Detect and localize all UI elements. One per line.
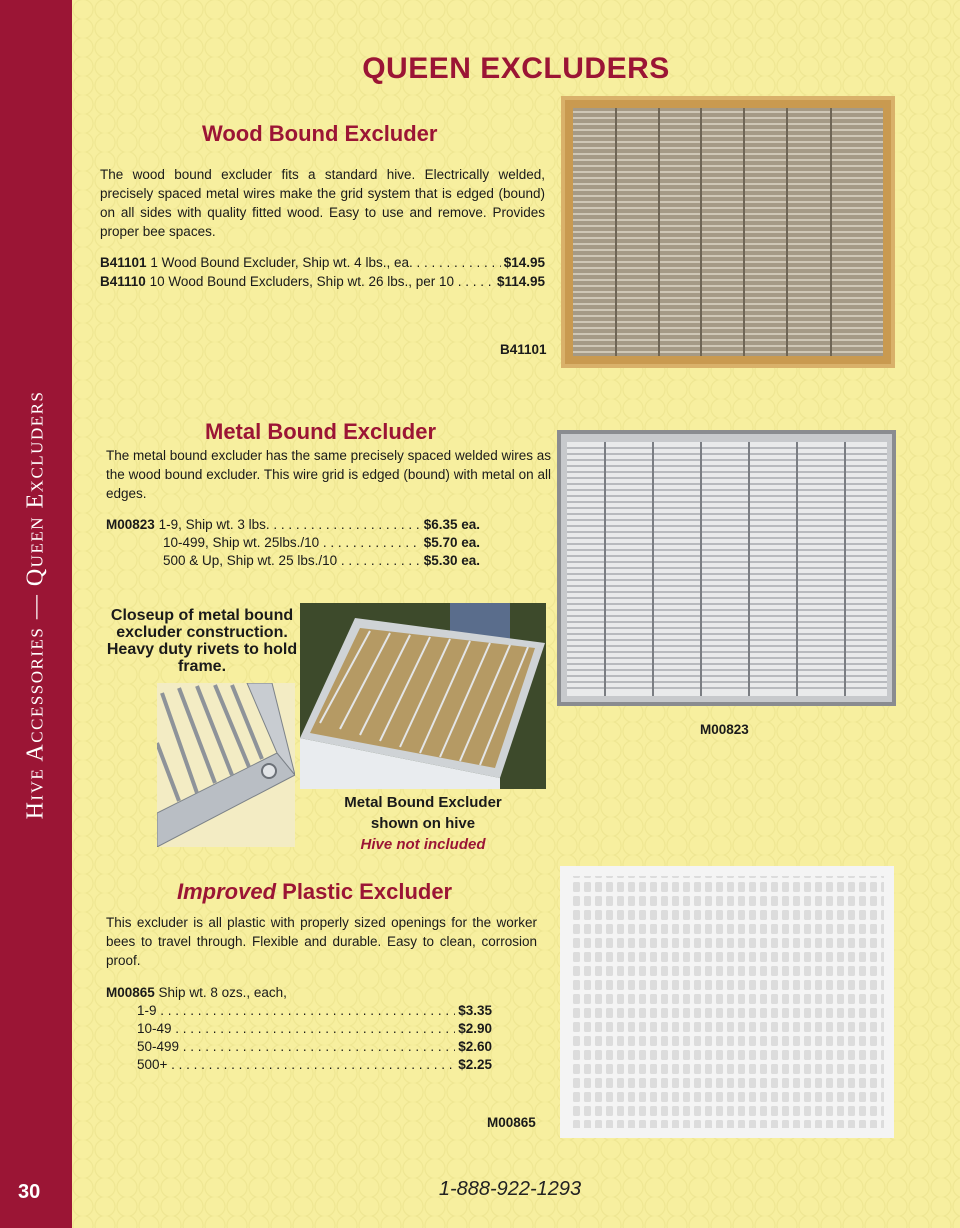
price: $14.95 [503, 255, 545, 270]
price: $3.35 [458, 1003, 492, 1018]
metal-section-title: Metal Bound Excluder [205, 419, 437, 444]
item-text: 500 & Up, Ship wt. 25 lbs./10 . . . [163, 551, 421, 570]
page-title: QUEEN EXCLUDERS [362, 52, 670, 85]
price-row [163, 551, 480, 570]
price-row [137, 1055, 492, 1074]
sku: B41110 [100, 274, 146, 289]
qty: 50-499 . . . [137, 1037, 455, 1056]
price-row [100, 272, 545, 291]
page-number: 30 [18, 1181, 41, 1203]
wood-description: The wood bound excluder fits a standard hive. Electrically welded, precisely spaced metal wires make the grid system that is edged (bound) on all sides with quality fitted wood. Easy to use and remove. Provides proper bee spaces. [100, 167, 545, 239]
price: $2.60 [458, 1039, 492, 1054]
qty: 10-49 . . . [137, 1019, 455, 1038]
price: $5.70 ea. [423, 535, 480, 550]
wood-section-title: Wood Bound Excluder [202, 121, 438, 146]
plastic-sku-line [106, 983, 406, 1002]
hive-caption [304, 793, 542, 854]
price: $114.95 [496, 274, 545, 289]
sku: B41101 [100, 255, 147, 270]
price: $2.25 [458, 1057, 492, 1072]
price-row [100, 253, 545, 272]
hive-caption-line2: shown on hive [370, 815, 476, 832]
hive-photo [300, 603, 546, 789]
price: $2.90 [458, 1021, 492, 1036]
plastic-title-emphasis: Improved [177, 879, 277, 904]
price-row [137, 1019, 492, 1038]
price: $6.35 ea. [423, 517, 480, 532]
item-text: 10 Wood Bound Excluders, Ship wt. 26 lbs., per 10 [149, 274, 455, 289]
plastic-section-title [177, 879, 452, 905]
qty: 500+ . . . [137, 1055, 455, 1074]
price-row [163, 533, 480, 552]
item-text: Ship wt. 8 ozs., each, [154, 985, 287, 1000]
sidebar-section-title: Hive Accessories — Queen Excluders [22, 390, 49, 820]
plastic-title-rest: Plastic Excluder [276, 879, 453, 904]
price-row [106, 515, 480, 534]
price-row [137, 1037, 492, 1056]
closeup-photo [157, 683, 295, 847]
price-row [137, 1001, 492, 1020]
item-text: 1-9, Ship wt. 3 lbs. [158, 517, 270, 532]
sku: M00865 [106, 985, 155, 1000]
closeup-caption: Closeup of metal bound excluder construction. Heavy duty rivets to hold frame. [106, 607, 298, 675]
metal-excluder-photo [557, 430, 896, 706]
wood-photo-label: B41101 [500, 342, 547, 357]
plastic-photo-label: M00865 [487, 1115, 536, 1130]
sidebar [0, 0, 72, 1228]
wood-excluder-photo [561, 96, 895, 368]
metal-description: The metal bound excluder has the same precisely spaced welded wires as the wood bound excluder. This wire grid is edged (bound) with metal on all edges. [106, 448, 551, 501]
sku: M00823 [106, 517, 155, 532]
price: $5.30 ea. [423, 553, 480, 568]
hive-caption-line1: Metal Bound Excluder [344, 794, 502, 811]
qty: 1-9 . . . [137, 1001, 455, 1020]
plastic-excluder-photo [560, 866, 894, 1138]
item-text: 1 Wood Bound Excluder, Ship wt. 4 lbs., ea. [150, 255, 413, 270]
item-text: 10-499, Ship wt. 25lbs./10 . . . [163, 533, 421, 552]
plastic-description: This excluder is all plastic with properly sized openings for the worker bees to travel through. Flexible and durable. Easy to clean, corrosion proof. [106, 915, 537, 968]
hive-not-included-note: Hive not included [360, 836, 486, 853]
metal-photo-label: M00823 [700, 722, 749, 737]
phone-number: 1-888-922-1293 [438, 1178, 582, 1200]
